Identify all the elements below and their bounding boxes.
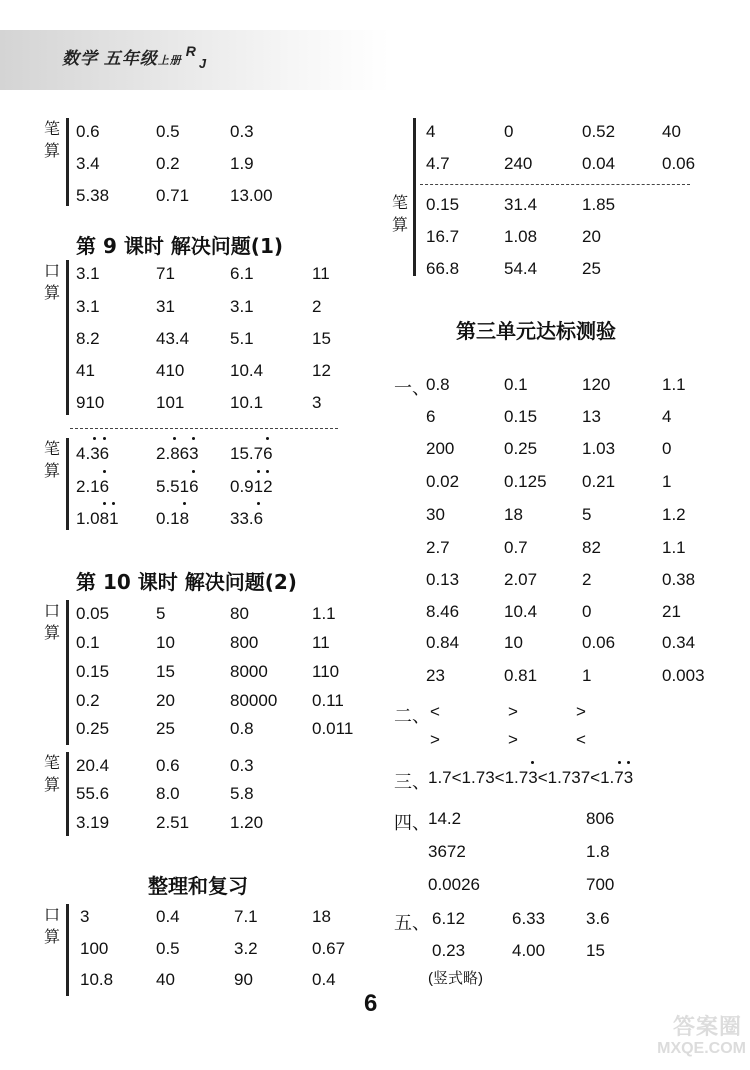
oral-label: 口 算 (44, 261, 61, 302)
part3-label: 三、 (394, 772, 430, 793)
watermark-logo: 答案圈 (672, 1014, 742, 1039)
unit-test-title: 第三单元达标测验 (456, 319, 616, 343)
bracket-bar (413, 118, 416, 276)
volume: 上册 (157, 55, 182, 67)
dashed-divider (420, 184, 690, 185)
written-label: 笔 算 (44, 119, 61, 160)
review-title: 整理和复习 (148, 874, 248, 898)
written-label: 笔 算 (44, 439, 61, 480)
dashed-divider (70, 428, 338, 429)
grade: 五年级 (103, 49, 158, 68)
bracket-bar (66, 438, 69, 530)
oral-label: 口 算 (44, 601, 61, 642)
lesson9-title: 第 9 课时 解决问题(1) (76, 234, 284, 258)
part5-label: 五、 (394, 913, 430, 934)
written-label: 笔 算 (44, 753, 61, 794)
bracket-bar (66, 752, 69, 836)
bracket-bar (66, 260, 69, 415)
edition-j: J (198, 56, 208, 71)
part2-label: 二、 (394, 706, 430, 727)
written-label: 笔 算 (392, 193, 409, 234)
bracket-bar (66, 600, 69, 745)
watermark-url: MXQE.COM (657, 1040, 746, 1057)
oral-label: 口 算 (44, 905, 61, 946)
bracket-bar (66, 904, 69, 996)
book-title (62, 44, 207, 69)
bracket-bar (66, 118, 69, 206)
part1-label: 一、 (394, 378, 430, 399)
part4-label: 四、 (394, 813, 430, 834)
lesson10-title: 第 10 课时 解决问题(2) (76, 570, 297, 594)
subject: 数学 (62, 49, 98, 68)
edition-r: R (185, 43, 197, 59)
page-number: 6 (364, 990, 378, 1017)
